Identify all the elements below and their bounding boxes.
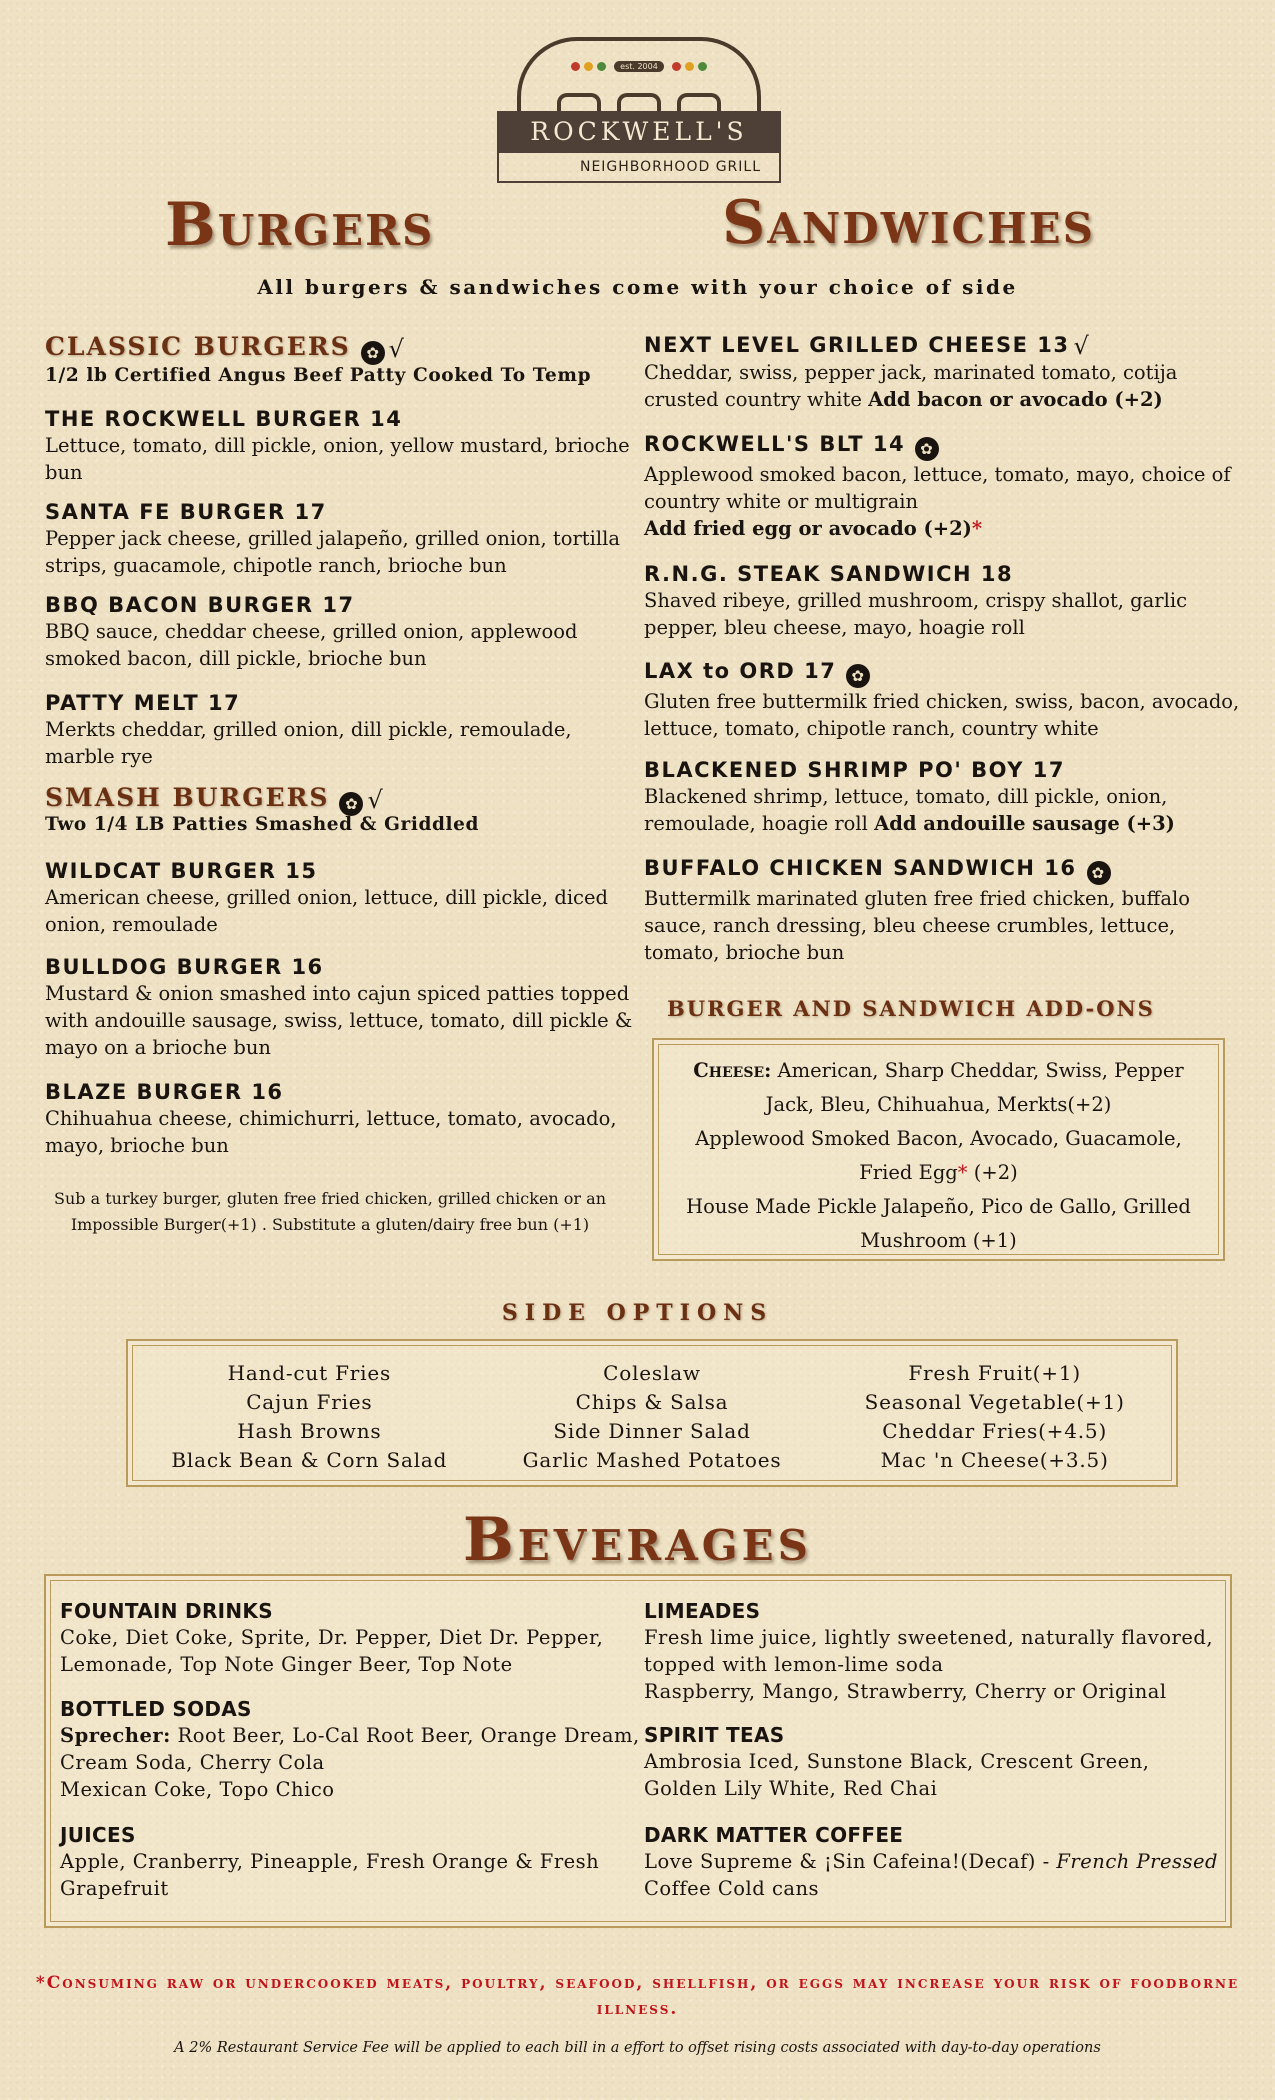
sandwiches-title: Sandwiches	[722, 188, 1095, 258]
item-name	[644, 855, 1244, 885]
menu-item	[644, 757, 1244, 837]
logo-name: ROCKWELL'S	[497, 111, 781, 153]
side-item: Cheddar Fries(+4.5)	[882, 1419, 1108, 1443]
logo-light	[597, 62, 606, 71]
item-description-text: Cheddar, swiss, pepper jack, marinated tomato, cotija crusted country white	[644, 361, 1178, 411]
logo-light	[672, 62, 681, 71]
gluten-free-icon: ✿	[361, 341, 385, 365]
logo-est: est. 2004	[614, 61, 664, 72]
addons-proteins	[668, 1122, 1209, 1190]
classic-burgers-title: CLASSIC BURGERS	[45, 332, 351, 361]
item-addon: Add andouille sausage (+3)	[874, 812, 1175, 835]
item-description: Mustard & onion smashed into cajun spiced patties topped with andouille sausage, swiss, lettuce, tomato, dill pickle & mayo on a brioche bun	[45, 982, 633, 1059]
gluten-free-icon: ✿	[339, 792, 363, 816]
menu-item	[45, 499, 645, 579]
smash-burgers-subheading: Two 1/4 LB Patties Smashed & Griddled	[45, 814, 480, 835]
burgers-title: Burgers	[165, 190, 435, 260]
addons-toppings: House Made Pickle Jalapeño, Pico de Gallo, Grilled Mushroom (+1)	[686, 1195, 1191, 1252]
menu-item	[644, 332, 1244, 413]
gluten-free-icon: ✿	[1087, 861, 1111, 885]
beverage-description: Fresh lime juice, lightly sweetened, naturally flavored, topped with lemon-lime soda	[644, 1626, 1214, 1676]
addons-proteins-price: (+2)	[967, 1161, 1018, 1184]
beverage-description-text: Love Supreme & ¡Sin Cafeina!(Decaf) -	[644, 1850, 1057, 1873]
side-item: Seasonal Vegetable(+1)	[864, 1390, 1125, 1414]
item-description: Gluten free buttermilk fried chicken, swiss, bacon, avocado, lettuce, tomato, chipotle ranch, country white	[644, 690, 1240, 740]
beverage-name: FOUNTAIN DRINKS	[60, 1599, 273, 1623]
item-name: BLACKENED SHRIMP PO' BOY 17	[644, 758, 1065, 782]
logo-tagline: NEIGHBORHOOD GRILL	[497, 153, 781, 183]
beverage-brand: Sprecher:	[60, 1724, 171, 1747]
side-item: Garlic Mashed Potatoes	[522, 1448, 782, 1472]
beverages-title: Beverages	[462, 1505, 813, 1575]
smash-burgers-title: SMASH BURGERS	[45, 783, 330, 812]
beverage-group	[644, 1822, 1224, 1902]
item-addon: Add bacon or avocado (+2)	[868, 388, 1163, 411]
classic-burgers-heading	[45, 332, 404, 365]
beverage-name: SPIRIT TEAS	[644, 1723, 785, 1747]
raw-warning-asterisk: *	[35, 1973, 47, 1993]
item-description	[644, 359, 1244, 413]
item-name: BULLDOG BURGER 16	[45, 955, 324, 979]
item-addon-text: Add fried egg or avocado (+2)	[644, 517, 972, 540]
beverage-name: BOTTLED SODAS	[60, 1697, 252, 1721]
item-addon	[644, 515, 1244, 542]
menu-item	[45, 592, 645, 672]
beverage-group	[644, 1722, 1224, 1802]
food-safety-warning	[0, 1970, 1275, 2022]
item-description: Merkts cheddar, grilled onion, dill pickle, remoulade, marble rye	[45, 718, 572, 768]
addons-heading: BURGER AND SANDWICH ADD-ONS	[667, 996, 1155, 1021]
item-name-text: ROCKWELL'S BLT 14	[644, 432, 906, 456]
beverage-description: Coke, Diet Coke, Sprite, Dr. Pepper, Diet Dr. Pepper, Lemonade, Top Note Ginger Beer, Top Note	[60, 1626, 604, 1676]
item-description: Shaved ribeye, grilled mushroom, crispy shallot, garlic pepper, bleu cheese, mayo, hoagie roll	[644, 589, 1188, 639]
cheese-options: American, Sharp Cheddar, Swiss, Pepper Jack, Bleu, Chihuahua, Merkts(+2)	[765, 1059, 1184, 1116]
logo-light	[698, 62, 707, 71]
item-name-text: LAX to ORD 17	[644, 659, 837, 683]
item-description-text: Blackened shrimp, lettuce, tomato, dill pickle, onion, remoulade, hoagie roll	[644, 785, 1168, 835]
intro-text: All burgers & sandwiches come with your choice of side	[257, 275, 1018, 299]
raw-warning-asterisk: *	[971, 517, 983, 540]
addons-box	[652, 1038, 1225, 1261]
item-name: SANTA FE BURGER 17	[45, 500, 327, 524]
beverage-description-italic: French Pressed	[1056, 1850, 1219, 1873]
menu-item	[644, 561, 1244, 641]
side-options-box	[126, 1339, 1178, 1487]
smash-burgers-heading	[45, 783, 383, 816]
menu-item	[644, 658, 1244, 742]
beverage-group	[644, 1598, 1224, 1705]
side-item: Side Dinner Salad	[553, 1419, 751, 1443]
side-item: Black Bean & Corn Salad	[171, 1448, 448, 1472]
beverage-description	[60, 1722, 640, 1776]
logo-light	[571, 62, 580, 71]
menu-item	[644, 855, 1244, 966]
logo-light	[685, 62, 694, 71]
item-name: THE ROCKWELL BURGER 14	[45, 407, 403, 431]
item-description: Chihuahua cheese, chimichurri, lettuce, tomato, avocado, mayo, brioche bun	[45, 1107, 617, 1157]
beverage-description-text: Root Beer, Lo-Cal Root Beer, Orange Dream, Cream Soda, Cherry Cola	[60, 1724, 640, 1774]
side-item: Fresh Fruit(+1)	[908, 1361, 1081, 1385]
vegetarian-icon: √	[367, 786, 383, 814]
beverage-name: LIMEADES	[644, 1599, 761, 1623]
item-description: BBQ sauce, cheddar cheese, grilled onion, applewood smoked bacon, dill pickle, brioche bun	[45, 620, 578, 670]
side-column	[481, 1359, 824, 1472]
beverage-description: Mexican Coke, Topo Chico	[60, 1778, 335, 1801]
side-item: Hash Browns	[237, 1419, 382, 1443]
beverage-description: Apple, Cranberry, Pineapple, Fresh Orange & Fresh Grapefruit	[60, 1850, 600, 1900]
side-item: Mac 'n Cheese(+3.5)	[880, 1448, 1109, 1472]
item-description: Applewood smoked bacon, lettuce, tomato, mayo, choice of country white or multigrain	[644, 463, 1231, 513]
item-name: R.N.G. STEAK SANDWICH 18	[644, 562, 1014, 586]
item-name	[644, 332, 1244, 359]
item-name: PATTY MELT 17	[45, 691, 241, 715]
item-name-text: NEXT LEVEL GRILLED CHEESE 13	[644, 333, 1070, 357]
item-description: Pepper jack cheese, grilled jalapeño, grilled onion, tortilla strips, guacamole, chipotle ranch, brioche bun	[45, 527, 620, 577]
item-name	[644, 431, 1244, 461]
side-item: Hand-cut Fries	[227, 1361, 392, 1385]
beverage-group	[60, 1598, 640, 1678]
addons-cheese	[668, 1054, 1209, 1122]
gluten-free-icon: ✿	[915, 437, 939, 461]
item-name: BLAZE BURGER 16	[45, 1080, 284, 1104]
item-name: WILDCAT BURGER 15	[45, 859, 318, 883]
side-item: Cajun Fries	[246, 1390, 373, 1414]
beverage-description: Ambrosia Iced, Sunstone Black, Crescent Green, Golden Lily White, Red Chai	[644, 1750, 1150, 1800]
menu-item	[644, 431, 1244, 542]
substitution-note: Sub a turkey burger, gluten free fried chicken, grilled chicken or an Impossible Burger(+1) . Substitute a gluten/dairy free bun (+1)	[53, 1189, 607, 1234]
menu-item	[45, 406, 645, 486]
beverage-name: JUICES	[60, 1823, 136, 1847]
beverage-group	[60, 1696, 640, 1803]
gluten-free-icon: ✿	[846, 664, 870, 688]
item-name	[644, 658, 1244, 688]
cheese-label: Cheese:	[693, 1059, 772, 1082]
beverages-box	[44, 1574, 1232, 1928]
item-description: Lettuce, tomato, dill pickle, onion, yellow mustard, brioche bun	[45, 434, 630, 484]
side-column	[138, 1359, 481, 1472]
menu-item	[45, 690, 645, 770]
side-item: Coleslaw	[603, 1361, 701, 1385]
addons-proteins-text: Applewood Smoked Bacon, Avocado, Guacamole, Fried Egg	[695, 1127, 1182, 1184]
item-description	[644, 783, 1244, 837]
side-column	[823, 1359, 1166, 1472]
item-description: American cheese, grilled onion, lettuce, dill pickle, diced onion, remoulade	[45, 886, 608, 936]
beverage-description: Coffee Cold cans	[644, 1877, 820, 1900]
vegetarian-icon: √	[388, 335, 404, 363]
restaurant-logo	[497, 33, 781, 183]
beverage-description: Raspberry, Mango, Strawberry, Cherry or Original	[644, 1680, 1167, 1703]
menu-item	[45, 1079, 645, 1159]
menu-item	[45, 954, 645, 1061]
raw-warning-asterisk: *	[957, 1161, 968, 1184]
item-name: BBQ BACON BURGER 17	[45, 593, 355, 617]
logo-light	[584, 62, 593, 71]
service-fee-note: A 2% Restaurant Service Fee will be applied to each bill in a effort to offset rising costs associated with day-to-day operations	[174, 2040, 1101, 2056]
item-name-text: BUFFALO CHICKEN SANDWICH 16	[644, 856, 1077, 880]
menu-item	[45, 858, 645, 938]
classic-burgers-subheading: 1/2 lb Certified Angus Beef Patty Cooked To Temp	[45, 365, 592, 386]
logo-lights	[497, 61, 781, 72]
beverage-name: DARK MATTER COFFEE	[644, 1823, 904, 1847]
side-options-heading: SIDE OPTIONS	[501, 1300, 774, 1326]
vegetarian-icon: √	[1073, 332, 1091, 360]
item-description: Buttermilk marinated gluten free fried chicken, buffalo sauce, ranch dressing, bleu cheese crumbles, lettuce, tomato, brioche bun	[644, 887, 1190, 964]
food-safety-warning-text: Consuming raw or undercooked meats, poultry, seafood, shellfish, or eggs may increase your risk of foodborne illness.	[46, 1973, 1240, 2019]
beverage-group	[60, 1822, 640, 1902]
side-item: Chips & Salsa	[575, 1390, 729, 1414]
beverage-description	[644, 1848, 1224, 1875]
